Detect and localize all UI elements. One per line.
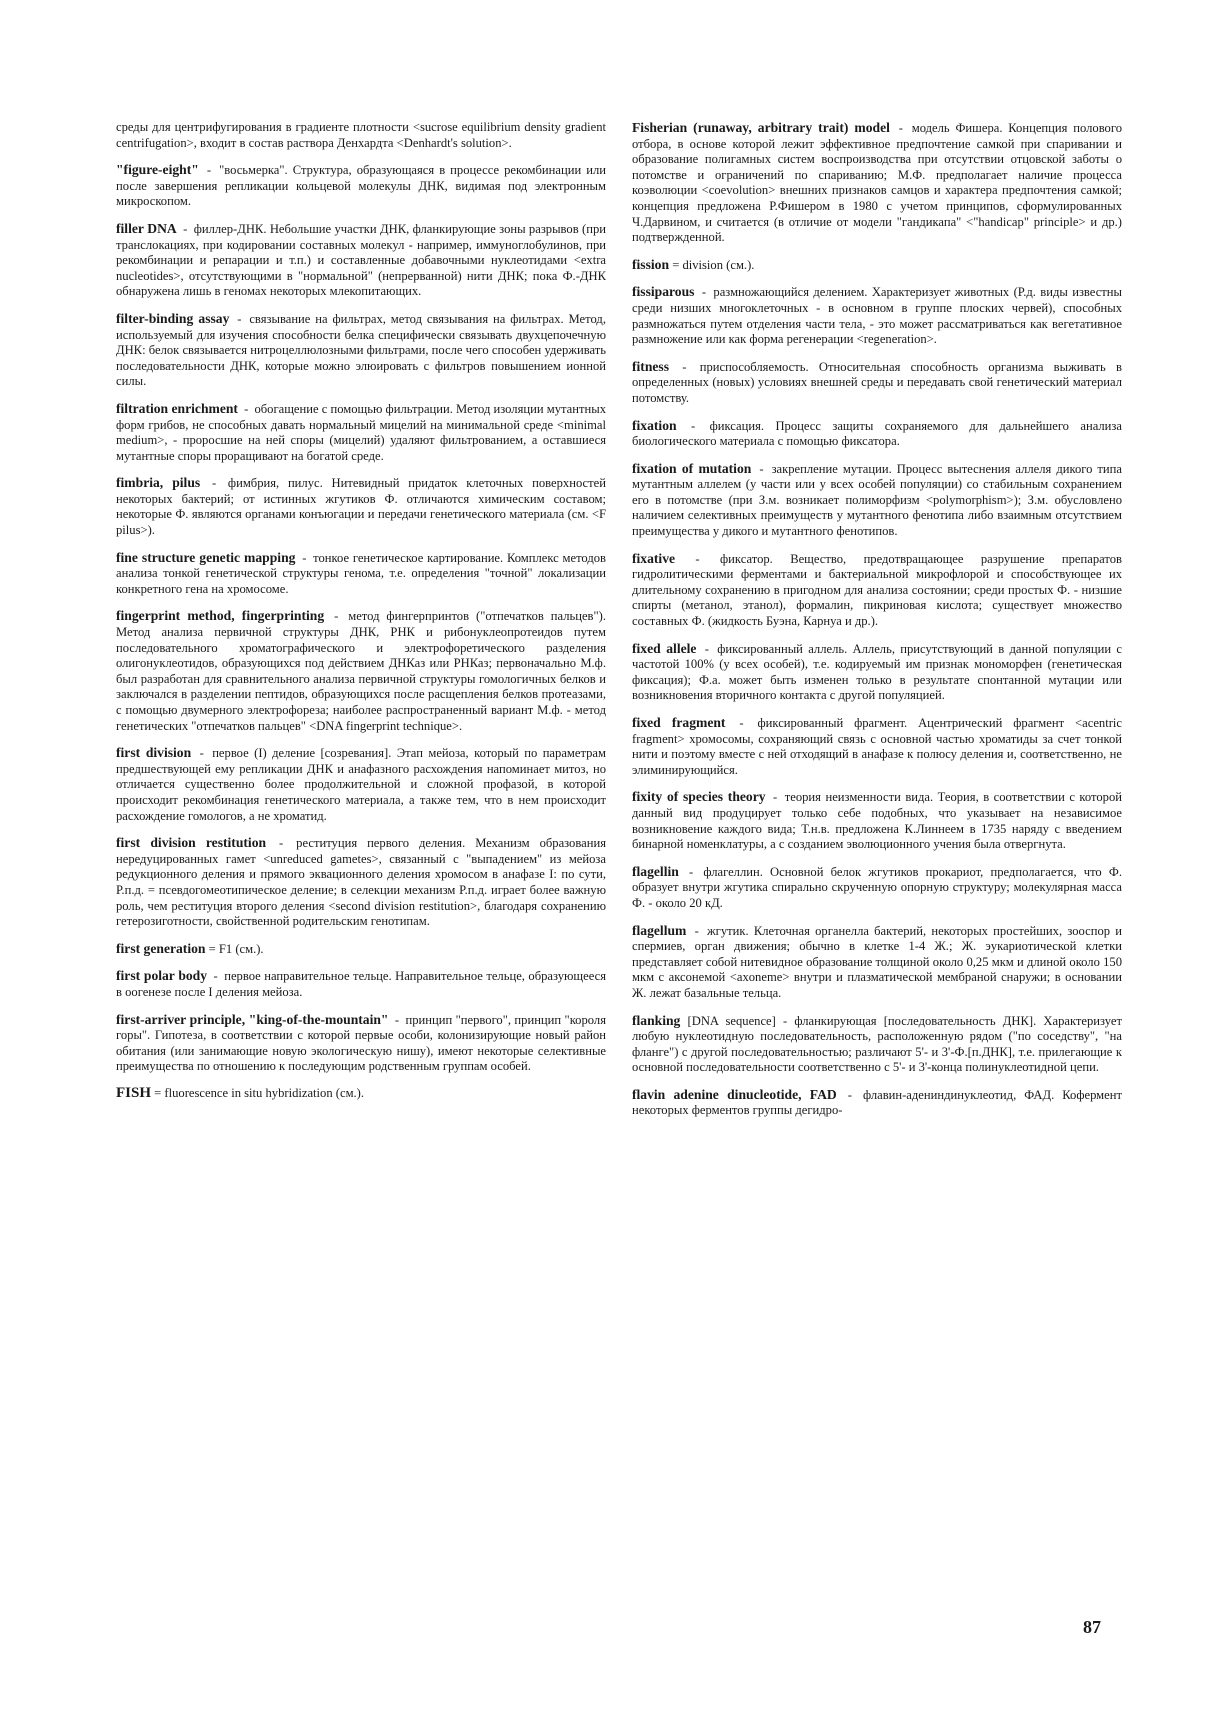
entry-body: реституция первого деления. Механизм образования нередуцированных гамет <unreduced gametes>, связанный с "выпадением" из мейоза редукционного деления и прямого эквационного деления хромосом в анафазе I: по сути, Р.п.д. = псевдогомеотипическое деление; в селекции механизм Р.п.д. играет более важную роль, чем реституция второго деления <second division restitution>, благодаря сохранению гетерозиготности, свойственной родительским генотипам. (116, 836, 606, 929)
entry-term: fitness (632, 358, 670, 374)
entry-body: флагеллин. Основной белок жгутиков прокариот, предполагается, что Ф. образует внутри жгутика спирально скрученную опорную структуру; молекулярная масса Ф. - около 20 кД. (632, 864, 1122, 910)
entry-term: first division (116, 745, 192, 761)
entry: fimbria, pilus - фимбрия, пилус. Нитевидный придаток клеточных поверхностей некоторых бактерий; от истинных жгутиков Ф. отличаются химическим составом; некоторые Ф. являются органами конъюгации и передачи генетического материала (см. <F pilus>). (116, 475, 606, 538)
entry-term: fissiparous (632, 284, 695, 300)
entry-term: first-arriver principle, "king-of-the-mountain" (116, 1011, 389, 1027)
right-column (632, 120, 1122, 1130)
entry-term: Fisherian (runaway, arbitrary trait) model (632, 120, 890, 135)
entry-term: filtration enrichment (116, 400, 238, 416)
entry-term: fixation (632, 417, 677, 433)
entry-term: flagellin (632, 863, 679, 879)
entry-body: теория неизменности вида. Теория, в соответствии с которой данный вид продуцирует только себе подобных, что указывает на независимое возникновение каждого вида; Т.н.в. предложена К.Линнеем в 1735 наряду с введением бинарной номенклатуры, а с созданием эволюционного учения была отвергнута. (632, 790, 1122, 852)
entry-body: = division (см.). (672, 257, 755, 272)
entry-term: fission (632, 256, 670, 272)
entry-term: fingerprint method, fingerprinting (116, 608, 325, 624)
entry-term: FISH (116, 1084, 152, 1101)
entry-continuation (116, 120, 606, 151)
entry: first-arriver principle, "king-of-the-mountain" - принцип "первого", принцип "короля горы". Гипотеза, в соответствии с которой первые особи, колонизирующие новый район обитания (или занимающие новую экологическую нишу), имеют некоторые селективные преимущества по отношению к последующим родственным группам особей. (116, 1011, 606, 1074)
entry (632, 1013, 1122, 1076)
entry-term: fimbria, pilus (116, 475, 201, 491)
entry-body: [DNA sequence] - фланкирующая [последовательность ДНК]. Характеризует любую нуклеотидную последовательность, расположенную рядом ("по соседству", "на фланге") с другой последовательностью; различают 5'- и 3'-Ф.[п.ДНК], т.е. прилегающие к основной последовательности соответственно с 5'- и 3'-конца полинуклеотидной цепи. (632, 1013, 1122, 1075)
entry: fixation of mutation - закрепление мутации. Процесс вытеснения аллеля дикого типа мутантным аллелем (у части или у всех особей популяции) со стабильным сохранением его в потомстве (при З.м. возникает полиморфизм <polymorphism>); З.м. обусловлено наличием селективных преимуществ у мутантного фенотипа либо взаимным отсутствием преимущества у дикого и мутантного фенотипов. (632, 460, 1122, 539)
entry-body: фиксатор. Вещество, предотвращающее разрушение препаратов гидролитическими ферментами и бактериальной микрофлорой и способствующее их длительному сохранению в пригодном для анализа состоянии; среди простых Ф. - низшие спирты (метанол, этанол), формалин, пикриновая кислота; существует множество составных Ф. (жидкость Буэна, Карнуа и др.). (632, 551, 1122, 629)
entry-term: flagellum (632, 922, 687, 938)
entry-body: закрепление мутации. Процесс вытеснения аллеля дикого типа мутантным аллелем (у части или у всех особей популяции) со стабильным сохранением его в потомстве (при З.м. возникает полиморфизм <polymorphism>); З.м. обусловлено наличием селективных преимуществ у мутантного фенотипа либо взаимным отсутствием преимущества у дикого и мутантного фенотипов. (632, 461, 1122, 539)
entry: fixity of species theory - теория неизменности вида. Теория, в соответствии с которой данный вид продуцирует только себе подобных, что указывает на независимое возникновение каждого вида; Т.н.в. предложена К.Линнеем в 1735 наряду с введением бинарной номенклатуры, а с созданием эволюционного учения была отвергнута. (632, 789, 1122, 852)
entry: "figure-eight" - "восьмерка". Структура, образующаяся в процессе рекомбинации или после завершения репликации кольцевой молекулы ДНК, видимая под электронным микроскопом. (116, 162, 606, 209)
entry: fissiparous - размножающийся делением. Характеризует животных (Р.д. виды известны среди низших многоклеточных - в основном в группе плоских червей), способных размножаться путем отделения части тела, - это может рассматриваться как вегетативное размножение или как форма регенерации <regeneration>. (632, 284, 1122, 347)
entry-body: среды для центрифугирования в градиенте плотности <sucrose equilibrium density gradient centrifugation>, входит в состав раствора Денхардта <Denhardt's solution>. (116, 120, 606, 150)
entry: flavin adenine dinucleotide, FAD - флавин-адениндинуклеотид, ФАД. Кофермент некоторых ферментов группы дегидро- (632, 1086, 1122, 1118)
entry-body: фиксированный фрагмент. Ацентрический фрагмент <acentric fragment> хромосомы, сохраняющий связь с основной частью хроматиды за счет тонкой нити и поэтому вместе с ней отходящий в анафазе к полюсу деления и, соответственно, не элиминирующийся. (632, 716, 1122, 777)
entry: filter-binding assay - связывание на фильтрах, метод связывания на фильтрах. Метод, используемый для изучения способности белка специфически связывать двухцепочечную ДНК: белок связывается нитроцеллюлозными фильтрами, после чего способен удерживать последовательности ДНК, которые можно элюировать с фильтров повышением ионной силы. (116, 310, 606, 389)
left-column (116, 120, 606, 1112)
entry-body: = fluorescence in situ hybridization (см.). (154, 1085, 365, 1100)
entry-body: первое направительное тельце. Направительное тельце, образующееся в оогенезе после I деления мейоза. (116, 969, 606, 999)
entry-term: first generation (116, 940, 206, 956)
entry: Fisherian (runaway, arbitrary trait) model - модель Фишера. Концепция полового отбора, в основе которой лежит эффективное предпочтение самкой при спаривании и образование полигамных систем воспроизводства при отсутствии отцовской заботы о потомстве и ограничений по спариванию; М.Ф. предполагает наличие процесса коэволюции <coevolution> внешних признаков самцов и характера предпочтения самкой; концепция предложена Р.Фишером в 1980 с учетом принципов, сформулированных Ч.Дарвином, и считается (в отличие от модели "гандикапа" <"handicap" principle> и др.) подтвержденной. (632, 120, 1122, 245)
entry-body: фиксация. Процесс защиты сохраняемого для дальнейшего анализа биологического материала с помощью фиксатора. (632, 418, 1122, 449)
entry (632, 257, 1122, 274)
entry: fitness - приспособляемость. Относительная способность организма выживать в определенных (новых) условиях внешней среды и передавать свой генетический материал потомству. (632, 358, 1122, 405)
entry-body: первое (I) деление [созревания]. Этап мейоза, который по параметрам предшествующей ему репликации ДНК и анафазного расхождения напоминает митоз, но отличается существенно более продолжительной и сложной профазой, в которой происходит рекомбинация генетического материала, а также тем, что в нем происходит расхождение гомологов, а не хроматид. (116, 746, 606, 823)
entry-body: фиксированный аллель. Аллель, присутствующий в данной популяции с частотой 100% (у всех особей), т.е. кодируемый им признак мономорфен (генетическая фиксация); Ф.а. может быть изменен только в результате спонтанной мутации или возникновения вторичного контакта с другой популяцией. (632, 641, 1122, 703)
entry-term: first division restitution (116, 835, 267, 851)
entry: fixation - фиксация. Процесс защиты сохраняемого для дальнейшего анализа биологического материала с помощью фиксатора. (632, 417, 1122, 449)
entry-body: тонкое генетическое картирование. Комплекс методов анализа тонкой генетической структуры генома, т.е. определения "точной" локализации конкретного гена на хромосоме. (116, 550, 606, 596)
entry-term: fixed fragment (632, 715, 726, 730)
entry-term: flanking (632, 1012, 681, 1028)
entry-body: филлер-ДНК. Небольшие участки ДНК, фланкирующие зоны разрывов (при транслокациях, при кодировании составных молекул - например, иммуноглобулинов, при рекомбинации и репарации и т.п.) и составленные добавочными нуклеотидами <extra nucleotides>, отсутствующими в "нормальной" (непрерванной) нити ДНК; пока Ф.-ДНК обнаружена лишь в геномах некоторых млекопитающих. (116, 221, 606, 299)
entry-body: метод фингерпринтов ("отпечатков пальцев"). Метод анализа первичной структуры ДНК, РНК и рибонуклеопротеидов путем последовательного хроматографического и электрофоретического разделения олигонуклеотидов, образующихся под действием ДНКаз или РНКаз; первоначально М.ф. был разработан для сравнительного анализа первичной структуры гомологичных белков и заключался в разделении пептидов, образующихся после расщепления белков протеазами, с помощью двумерного электрофореза; наиболее распространенный вариант М.ф. - метод генетических "отпечатков пальцев" <DNA fingerprint technique>. (116, 609, 606, 733)
entry-body: принцип "первого", принцип "короля горы". Гипотеза, в соответствии с которой первые особи, колонизирующие новый район обитания (или занимающие новую экологическую нишу), имеют некоторые селективные преимущества по отношению к последующим родственным группам особей. (116, 1012, 606, 1074)
entry-term: fixity of species theory (632, 789, 766, 805)
entry-body: связывание на фильтрах, метод связывания на фильтрах. Метод, используемый для изучения способности белка специфически связывать двухцепочечную ДНК: белок связывается нитроцеллюлозными фильтрами, после чего способен удерживать последовательности ДНК, которые можно элюировать с фильтров повышением ионной силы. (116, 311, 606, 389)
entry: fingerprint method, fingerprinting - метод фингерпринтов ("отпечатков пальцев"). Метод анализа первичной структуры ДНК, РНК и рибонуклеопротеидов путем последовательного хроматографического и электрофоретического разделения олигонуклеотидов, образующихся под действием ДНКаз или РНКаз; первоначально М.ф. был разработан для сравнительного анализа первичной структуры гомологичных белков и заключался в разделении пептидов, образующихся после расщепления белков протеазами, с помощью двумерного электрофореза; наиболее распространенный вариант М.ф. - метод генетических "отпечатков пальцев" <DNA fingerprint technique>. (116, 608, 606, 733)
entry-body: фимбрия, пилус. Нитевидный придаток клеточных поверхностей некоторых бактерий; от истинных жгутиков Ф. отличаются химическим составом; некоторые Ф. являются органами конъюгации и передачи генетического материала (см. <F pilus>). (116, 476, 606, 538)
entry: first division restitution - реституция первого деления. Механизм образования нередуцированных гамет <unreduced gametes>, связанный с "выпадением" из мейоза редукционного деления и прямого эквационного деления хромосом в анафазе I: по сути, Р.п.д. = псевдогомеотипическое деление; в селекции механизм Р.п.д. играет более важную роль, чем реституция второго деления <second division restitution>, благодаря сохранению гетерозиготности, свойственной родительским генотипам. (116, 835, 606, 929)
entry: fixative - фиксатор. Вещество, предотвращающее разрушение препаратов гидролитическими ферментами и бактериальной микрофлорой и способствующее их длительному сохранению в пригодном для анализа состоянии; среди простых Ф. - низшие спирты (метанол, этанол), формалин, пикриновая кислота; существует множество составных Ф. (жидкость Буэна, Карнуа и др.). (632, 550, 1122, 629)
entry-term: fixative (632, 550, 676, 566)
entry: filtration enrichment - обогащение с помощью фильтрации. Метод изоляции мутантных форм грибов, не способных давать нормальный мицелий на минимальной среде <minimal medium>, - проросшие на ней споры (мицелий) удаляют фильтрованием, а оставшиеся мутантные споры проращивают на богатой среде. (116, 400, 606, 463)
entry-term: fixation of mutation (632, 460, 752, 476)
entry-body: приспособляемость. Относительная способность организма выживать в определенных (новых) условиях внешней среды и передавать свой генетический материал потомству. (632, 359, 1122, 405)
entry-body: обогащение с помощью фильтрации. Метод изоляции мутантных форм грибов, не способных давать нормальный мицелий на минимальной среде <minimal medium>, - проросшие на ней споры (мицелий) удаляют фильтрованием, а оставшиеся мутантные споры проращивают на богатой среде. (116, 401, 606, 463)
entry-body: флавин-адениндинуклеотид, ФАД. Кофермент некоторых ферментов группы дегидро- (632, 1087, 1122, 1118)
entry: fixed fragment - фиксированный фрагмент. Ацентрический фрагмент <acentric fragment> хромосомы, сохраняющий связь с основной частью хроматиды за счет тонкой нити и поэтому вместе с ней отходящий в анафазе к полюсу деления и, соответственно, не элиминирующийся. (632, 715, 1122, 777)
entry-body: жгутик. Клеточная органелла бактерий, некоторых простейших, зооспор и спермиев, орган движения; обычно в клетке 1-4 Ж.; Ж. эукариотической клетки представляет собой нитевидное образование толщиной около 0,25 мкм и длиной около 150 мкм с аксонемой <axoneme> внутри и плазматической мембраной снаружи; в основании Ж. лежат базальные тельца. (632, 923, 1122, 1000)
entry-term: filler DNA (116, 220, 177, 236)
entry-term: first polar body (116, 968, 208, 984)
entry: filler DNA - филлер-ДНК. Небольшие участки ДНК, фланкирующие зоны разрывов (при транслокациях, при кодировании составных молекул - например, иммуноглобулинов, при рекомбинации и репарации и т.п.) и составленные добавочными нуклеотидами <extra nucleotides>, отсутствующими в "нормальной" (непрерванной) нити ДНК; пока Ф.-ДНК обнаружена лишь в геномах некоторых млекопитающих. (116, 220, 606, 299)
entry-body: = F1 (см.). (208, 941, 264, 956)
entry: flagellin - флагеллин. Основной белок жгутиков прокариот, предполагается, что Ф. образует внутри жгутика спирально скрученную опорную структуру; молекулярная масса Ф. - около 20 кД. (632, 863, 1122, 910)
entry-body: "восьмерка". Структура, образующаяся в процессе рекомбинации или после завершения репликации кольцевой молекулы ДНК, видимая под электронным микроскопом. (116, 163, 606, 209)
entry-term: fixed allele (632, 640, 697, 656)
entry (116, 1086, 606, 1102)
entry-term: fine structure genetic mapping (116, 549, 296, 565)
entry: fixed allele - фиксированный аллель. Аллель, присутствующий в данной популяции с частотой 100% (у всех особей), т.е. кодируемый им признак мономорфен (генетическая фиксация); Ф.а. может быть изменен только в результате спонтанной мутации или возникновения вторичного контакта с другой популяцией. (632, 640, 1122, 703)
entry: first polar body - первое направительное тельце. Направительное тельце, образующееся в оогенезе после I деления мейоза. (116, 968, 606, 999)
entry-body: размножающийся делением. Характеризует животных (Р.д. виды известны среди низших многоклеточных - в основном в группе плоских червей), способных размножаться путем отделения части тела, - это может рассматриваться как вегетативное размножение или как форма регенерации <regeneration>. (632, 285, 1122, 347)
page-number: 87 (1083, 1617, 1101, 1637)
entry-term: "figure-eight" (116, 162, 199, 178)
entry-term: flavin adenine dinucleotide, FAD (632, 1086, 837, 1102)
entry: first division - первое (I) деление [созревания]. Этап мейоза, который по параметрам предшествующей ему репликации ДНК и анафазного расхождения напоминает митоз, но отличается существенно более продолжительной и сложной профазой, в которой происходит рекомбинация генетического материала, а также тем, что в нем происходит расхождение гомологов, а не хроматид. (116, 745, 606, 823)
entry: flagellum - жгутик. Клеточная органелла бактерий, некоторых простейших, зооспор и спермиев, орган движения; обычно в клетке 1-4 Ж.; Ж. эукариотической клетки представляет собой нитевидное образование толщиной около 0,25 мкм и длиной около 150 мкм с аксонемой <axoneme> внутри и плазматической мембраной снаружи; в основании Ж. лежат базальные тельца. (632, 922, 1122, 1000)
entry (116, 941, 606, 958)
entry-term: filter-binding assay (116, 310, 230, 326)
entry: fine structure genetic mapping - тонкое генетическое картирование. Комплекс методов анализа тонкой генетической структуры генома, т.е. определения "точной" локализации конкретного гена на хромосоме. (116, 549, 606, 596)
entry-body: модель Фишера. Концепция полового отбора, в основе которой лежит эффективное предпочтение самкой при спаривании и образование полигамных систем воспроизводства при отсутствии отцовской заботы о потомстве и ограничений по спариванию; М.Ф. предполагает наличие процесса коэволюции <coevolution> внешних признаков самцов и характера предпочтения самкой; концепция предложена Р.Фишером в 1980 с учетом принципов, сформулированных Ч.Дарвином, и считается (в отличие от модели "гандикапа" <"handicap" principle> и др.) подтвержденной. (632, 121, 1122, 245)
